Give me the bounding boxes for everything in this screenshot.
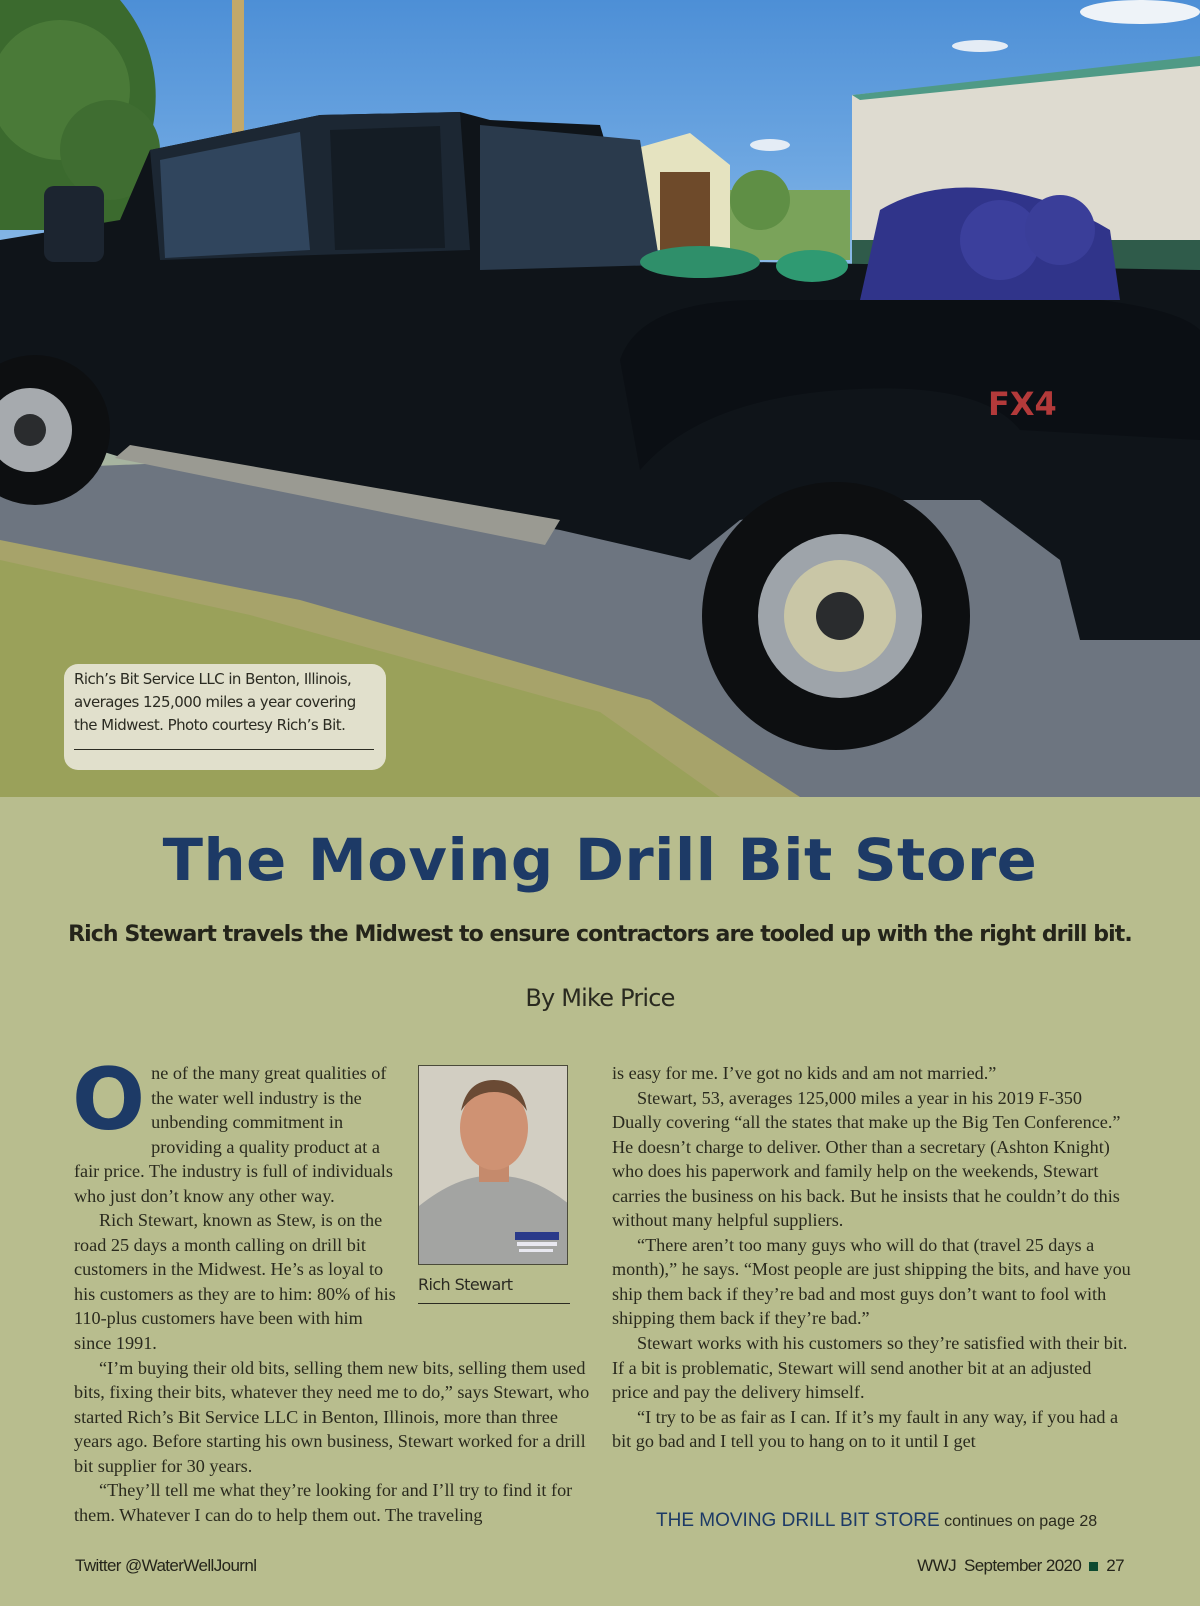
paragraph: Stewart works with his customers so they’re satisfied with their bit. If a bit is problematic, Stewart will send another bit at an adjusted price and pay the delivery himself. — [612, 1333, 1128, 1403]
photo-caption-text: Rich’s Bit Service LLC in Benton, Illinois, averages 125,000 miles a year covering the Midwest. Photo courtesy Rich’s Bit. — [74, 670, 356, 734]
paragraph: “They’ll tell me what they’re looking for and I’ll try to find it for them. Whatever I can do to help them out. The traveling — [74, 1480, 573, 1525]
drop-cap: O — [72, 1050, 146, 1150]
paragraph: “There aren’t too many guys who will do that (travel 25 days a month),” he says. “Most people are just shipping the bits, and have you ship them back if they’re bad and most guys don’t want to fool with shipping them back if they’re bad.” — [612, 1234, 1131, 1329]
paragraph: “I’m buying their old bits, selling them new bits, selling them used bits, fixing their bits, whatever they need me to do,” says Stewart, who started Rich’s Bit Service LLC in Benton, Illinois, more than three years ago. Before starting his own business, Stewart worked for a drill bit supplier for 30 years. — [74, 1357, 590, 1476]
continuation-page: continues on page 28 — [939, 1513, 1098, 1530]
footer-publication: WWJ — [917, 1556, 956, 1575]
footer-issue: September 2020 — [963, 1556, 1082, 1575]
svg-text:FX4: FX4 — [988, 385, 1057, 423]
footer-folio — [917, 1556, 1124, 1576]
page-number: 27 — [1106, 1556, 1124, 1575]
right-column — [612, 1061, 1132, 1454]
continuation-title: THE MOVING DRILL BIT STORE — [656, 1510, 940, 1531]
paragraph: ne of the many great qualities of the water well industry is the unbending commitment in providing a quality product at a fair price. The industry is full of individuals who just don’t know any other way. — [74, 1063, 393, 1206]
paragraph: Rich Stewart, known as Stew, is on the road 25 days a month calling on drill bit customers in the Midwest. He’s as loyal to his customers as they are to him: 80% of his 110-plus customers have been with him since 1991. — [74, 1210, 396, 1354]
hero-photo — [0, 0, 1200, 797]
photo-caption — [64, 664, 386, 770]
left-column — [72, 1050, 590, 1527]
paragraph: “I try to be as fair as I can. If it’s my fault in any way, if you had a bit go bad and I tell you to hang on to it until I get — [612, 1406, 1119, 1452]
portrait-figure — [418, 1065, 570, 1304]
footer-twitter: Twitter @WaterWellJournl — [75, 1556, 257, 1575]
paragraph: Stewart, 53, averages 125,000 miles a year in his 2019 F-350 Dually covering “all the states that make up the Big Ten Conference.” He doesn’t charge to deliver. Other than a secretary (Ashton Knight) who does his paperwork and family help on the weekends, Stewart carries the business on his back. But he insists that he couldn’t do this without many helpful suppliers. — [612, 1087, 1121, 1231]
caption-rule — [74, 749, 374, 750]
byline: By Mike Price — [525, 984, 675, 1012]
paragraph: is easy for me. I’ve got no kids and am not married.” — [612, 1063, 997, 1083]
portrait-caption: Rich Stewart — [418, 1265, 570, 1304]
portrait-illustration — [419, 1066, 568, 1265]
article-deck: Rich Stewart travels the Midwest to ensure contractors are tooled up with the right drill bit. — [68, 922, 1132, 947]
continuation-link[interactable] — [656, 1510, 1097, 1532]
portrait-photo — [418, 1065, 568, 1265]
article-title: The Moving Drill Bit Store — [162, 826, 1038, 894]
square-bullet-icon — [1089, 1562, 1098, 1571]
